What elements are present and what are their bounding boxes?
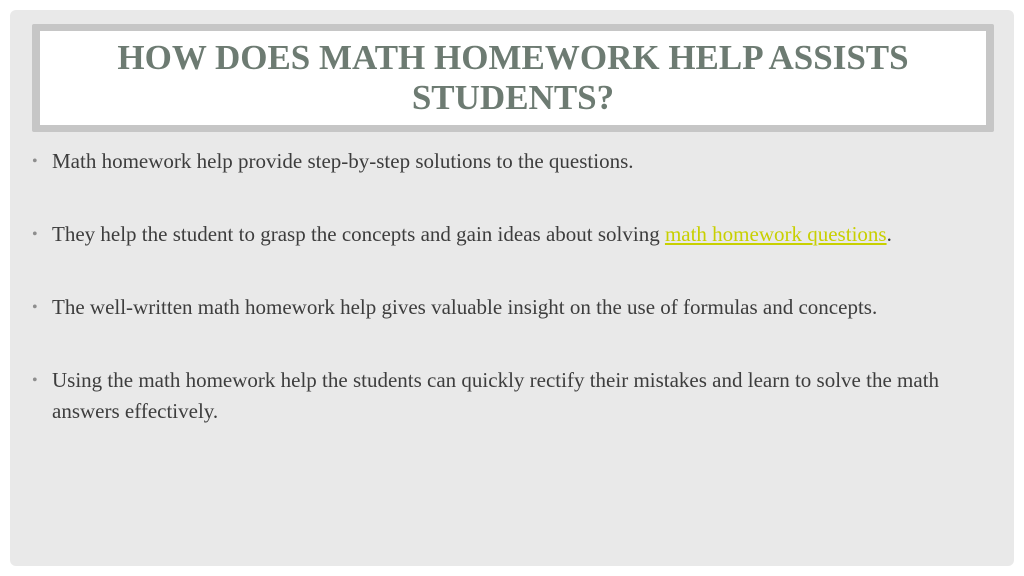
math-homework-questions-link[interactable]: math homework questions [664,222,887,246]
title-box [40,31,986,125]
bullet-marker: • [32,299,38,316]
bullet-marker: • [32,226,38,243]
slide [10,10,1014,566]
bullet-text: Math homework help provide step-by-step solutions to the questions. [52,149,634,173]
bullet-item-4 [30,365,990,427]
bullet-text-end: . [886,222,892,246]
bullet-marker: • [32,153,38,170]
bullet-text: They help the student to grasp the concepts and gain ideas about solving [52,222,665,246]
bullet-text: Using the math homework help the students can quickly rectify their mistakes and learn to solve the math answers effectively. [52,368,940,423]
bullet-list [30,146,990,469]
title-frame [32,24,994,132]
bullet-item-1 [30,146,990,177]
bullet-marker: • [32,372,38,389]
slide-title: HOW DOES MATH HOMEWORK HELP ASSISTS STUDENTS? [117,38,909,117]
bullet-item-2 [30,219,990,250]
bullet-item-3 [30,292,990,323]
bullet-text: The well-written math homework help gives valuable insight on the use of formulas and concepts. [52,295,878,319]
